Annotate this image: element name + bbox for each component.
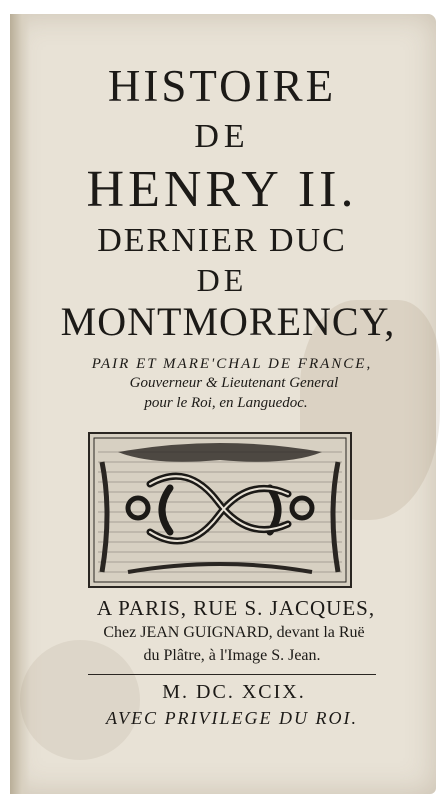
imprint-city: A PARIS, RUE S. JACQUES, bbox=[96, 596, 376, 620]
subtitle-gouverneur: Gouverneur & Lieutenant General bbox=[129, 375, 339, 391]
privilege-line: AVEC PRIVILEGE DU ROI. bbox=[105, 708, 359, 728]
imprint-sign: du Plâtre, à l'Image S. Jean. bbox=[143, 647, 321, 664]
title-line-dernier-duc: DERNIER DUC bbox=[97, 222, 347, 259]
title-line-de-2: DE bbox=[196, 262, 248, 298]
title-line-henry: HENRY II. bbox=[86, 161, 358, 218]
divider-rule bbox=[88, 674, 376, 675]
title-line-de: DE bbox=[194, 118, 250, 155]
subtitle-languedoc: pour le Roi, en Languedoc. bbox=[144, 395, 308, 411]
title-line-histoire: HISTOIRE bbox=[107, 61, 337, 111]
subtitle-pair-marechal: PAIR ET MARE'CHAL DE FRANCE, bbox=[91, 356, 373, 372]
monogram-ornament-icon bbox=[88, 432, 352, 588]
publication-year: M. DC. XCIX. bbox=[162, 681, 306, 703]
title-line-montmorency: MONTMORENCY, bbox=[60, 299, 396, 344]
imprint-printer: Chez JEAN GUIGNARD, devant la Ruë bbox=[103, 624, 365, 641]
